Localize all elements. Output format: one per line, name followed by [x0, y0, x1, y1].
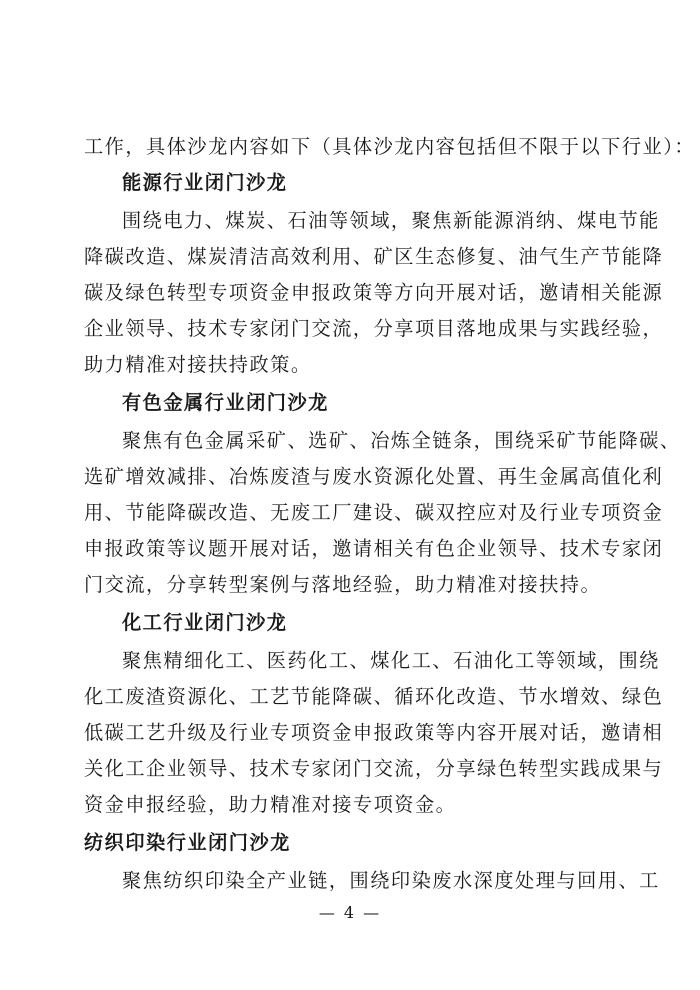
text-line: 申报政策等议题开展对话，邀请相关有色企业领导、技术专家闭 — [84, 537, 664, 560]
text-line: 聚焦精细化工、医药化工、煤化工、石油化工等领域，围绕 — [122, 649, 660, 672]
text-line: 资金申报经验，助力精准对接专项资金。 — [84, 793, 457, 816]
text-line: 低碳工艺升级及行业专项资金申报政策等内容开展对话，邀请相 — [84, 721, 664, 744]
text-line: 聚焦纺织印染全产业链，围绕印染废水深度处理与回用、工 — [122, 869, 660, 892]
section-heading-nonferrous-metals: 有色金属行业闭门沙龙 — [122, 391, 329, 414]
text-line: 化工废渣资源化、工艺节能降碳、循环化改造、节水增效、绿色 — [84, 685, 664, 708]
text-line: 助力精准对接扶持政策。 — [84, 353, 312, 376]
text-line: 用、节能降碳改造、无废工厂建设、碳双控应对及行业专项资金 — [84, 501, 664, 524]
text-line: 降碳改造、煤炭清洁高效利用、矿区生态修复、油气生产节能降 — [84, 245, 664, 268]
text-line: 碳及绿色转型专项资金申报政策等方向开展对话，邀请相关能源 — [84, 281, 664, 304]
section-heading-chemical: 化工行业闭门沙龙 — [122, 611, 288, 634]
section-heading-energy: 能源行业闭门沙龙 — [122, 171, 288, 194]
text-line: 选矿增效减排、冶炼废渣与废水资源化处置、再生金属高值化利 — [84, 465, 664, 488]
page-number: — 4 — — [318, 903, 382, 922]
text-line: 企业领导、技术专家闭门交流，分享项目落地成果与实践经验， — [84, 317, 664, 340]
text-line: 工作，具体沙龙内容如下（具体沙龙内容包括但不限于以下行业）： — [84, 135, 696, 158]
text-line: 聚焦有色金属采矿、选矿、冶炼全链条，围绕采矿节能降碳、 — [122, 429, 681, 452]
text-line: 门交流，分享转型案例与落地经验，助力精准对接扶持。 — [84, 573, 602, 596]
section-heading-textile-dyeing: 纺织印染行业闭门沙龙 — [84, 831, 291, 854]
text-line: 围绕电力、煤炭、石油等领域，聚焦新能源消纳、煤电节能 — [122, 209, 660, 232]
text-line: 关化工企业领导、技术专家闭门交流，分享绿色转型实践成果与 — [84, 757, 664, 780]
